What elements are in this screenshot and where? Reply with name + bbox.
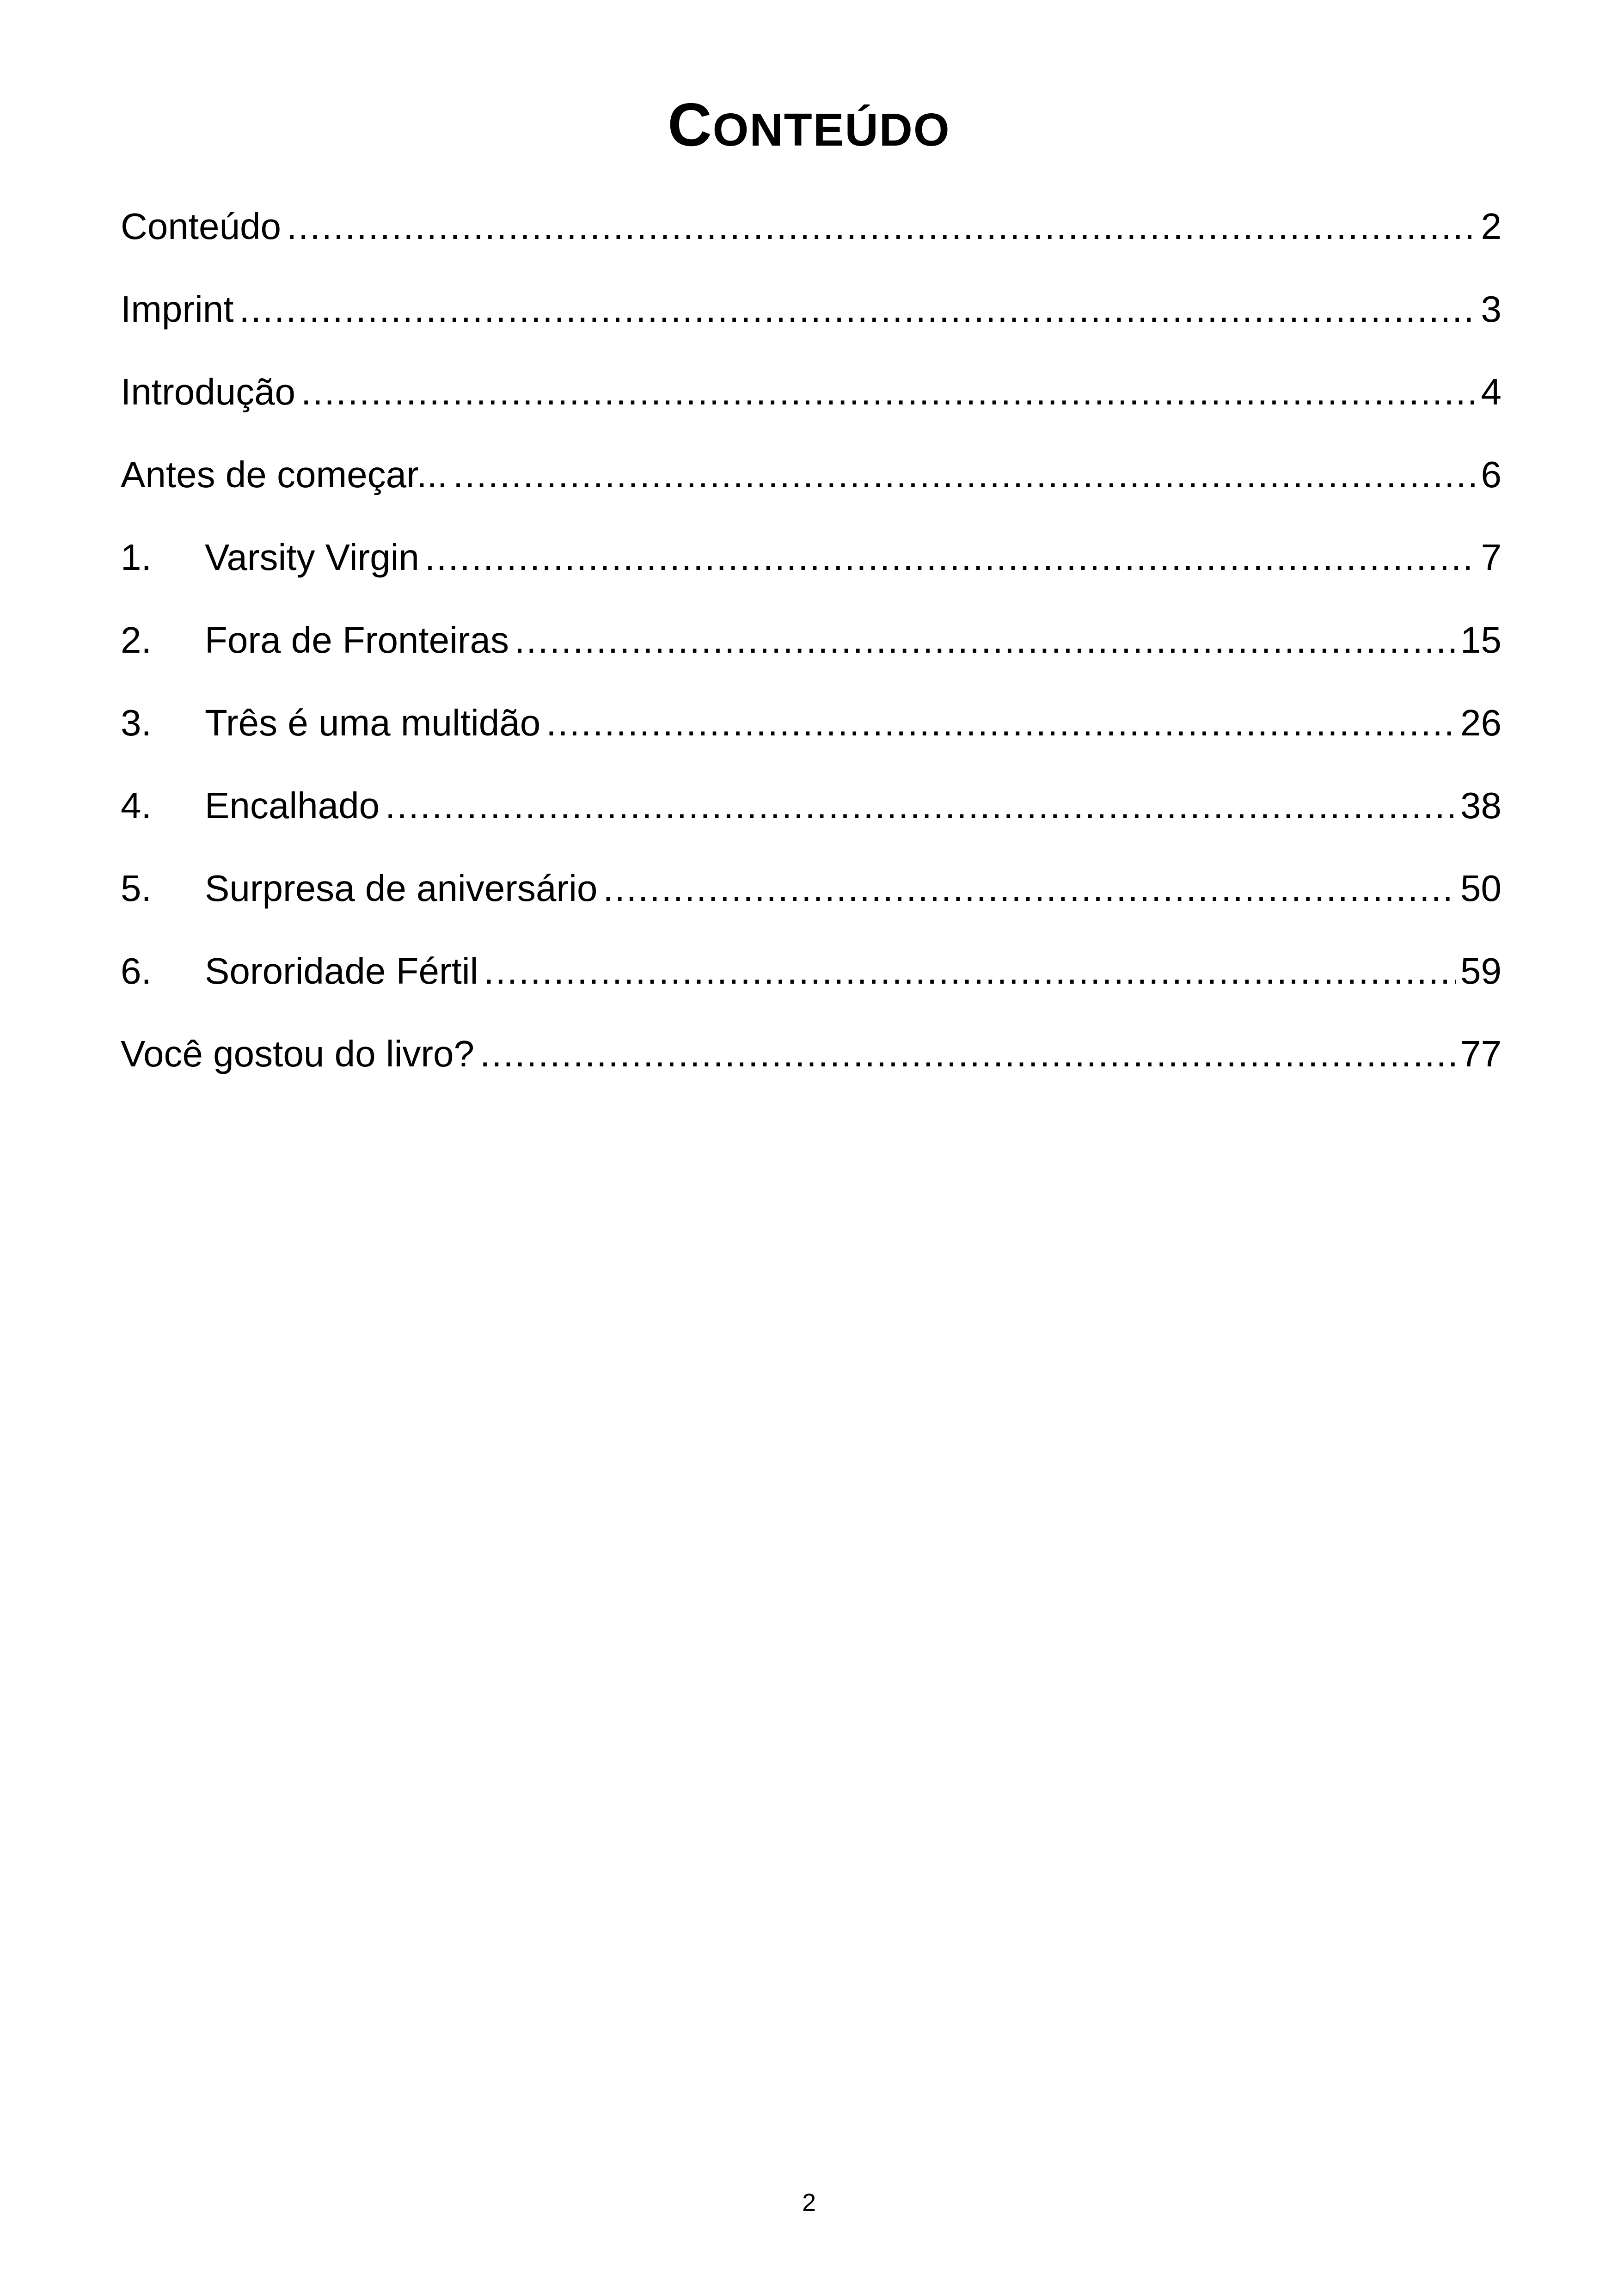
page-number: 2	[802, 2189, 816, 2216]
toc-entry-page: 26	[1460, 702, 1502, 743]
toc-dot-leader	[453, 449, 1476, 500]
toc-entry-chapter-1[interactable]	[121, 532, 1502, 615]
toc-entry-conteudo[interactable]	[121, 201, 1502, 284]
toc-entry-page: 50	[1460, 868, 1502, 909]
toc-dot-leader	[425, 532, 1477, 583]
toc-dot-leader	[301, 367, 1476, 417]
toc-entry-chapter-5[interactable]	[121, 863, 1502, 946]
toc-entry-number: 4.	[121, 785, 152, 826]
toc-entry-imprint[interactable]	[121, 284, 1502, 367]
toc-entry-label: Varsity Virgin	[205, 537, 419, 578]
toc-dot-leader	[239, 284, 1477, 335]
toc-entry-number: 3.	[121, 702, 152, 743]
toc-entry-page: 15	[1460, 619, 1502, 661]
toc-entry-page: 3	[1481, 288, 1502, 330]
title-first-letter: C	[668, 91, 713, 159]
toc-entry-page: 59	[1460, 950, 1502, 992]
toc-entry-page: 77	[1460, 1033, 1502, 1074]
table-of-contents	[121, 201, 1502, 1111]
toc-entry-label: Conteúdo	[121, 206, 281, 247]
title-rest: ONTEÚDO	[712, 104, 950, 156]
toc-dot-leader	[603, 863, 1456, 914]
toc-entry-label: Você gostou do livro?	[121, 1033, 474, 1074]
toc-entry-label: Três é uma multidão	[205, 702, 541, 743]
toc-entry-introducao[interactable]	[121, 367, 1502, 449]
toc-entry-number: 5.	[121, 868, 152, 909]
toc-entry-page: 38	[1460, 785, 1502, 826]
toc-entry-chapter-4[interactable]	[121, 780, 1502, 863]
toc-entry-label: Surpresa de aniversário	[205, 868, 598, 909]
toc-entry-page: 6	[1481, 454, 1502, 495]
toc-dot-leader	[385, 780, 1456, 831]
toc-entry-number: 6.	[121, 950, 152, 992]
toc-entry-antes-de-comecar[interactable]	[121, 449, 1502, 532]
toc-dot-leader	[546, 698, 1456, 748]
toc-entry-label: Antes de começar...	[121, 454, 448, 495]
toc-dot-leader	[287, 201, 1477, 252]
toc-entry-number: 1.	[121, 537, 152, 578]
toc-entry-label: Fora de Fronteiras	[205, 619, 509, 661]
toc-entry-label: Imprint	[121, 288, 234, 330]
toc-entry-chapter-3[interactable]	[121, 698, 1502, 780]
toc-entry-page: 4	[1481, 371, 1502, 412]
toc-entry-page: 2	[1481, 206, 1502, 247]
toc-entry-number: 2.	[121, 619, 152, 661]
toc-dot-leader	[515, 615, 1456, 666]
toc-entry-label: Sororidade Fértil	[205, 950, 478, 992]
page-title	[0, 86, 1618, 169]
toc-dot-leader	[480, 1029, 1456, 1079]
toc-entry-label: Introdução	[121, 371, 296, 412]
toc-entry-voce-gostou[interactable]	[121, 1029, 1502, 1111]
toc-entry-chapter-2[interactable]	[121, 615, 1502, 698]
toc-dot-leader	[484, 946, 1456, 997]
toc-entry-chapter-6[interactable]	[121, 946, 1502, 1029]
toc-entry-label: Encalhado	[205, 785, 380, 826]
toc-entry-page: 7	[1481, 537, 1502, 578]
